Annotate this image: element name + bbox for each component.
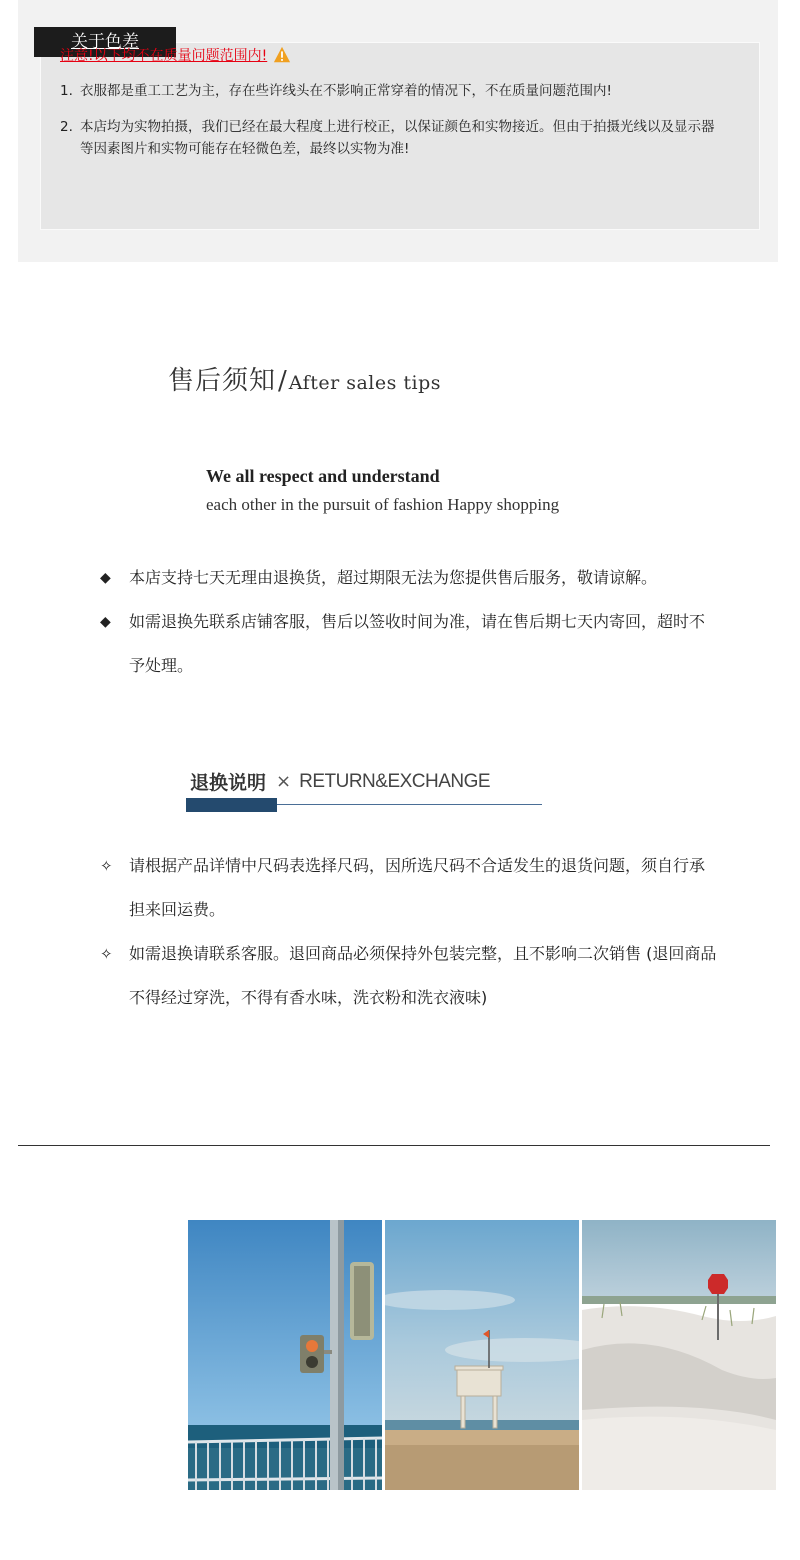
divider xyxy=(18,1145,770,1146)
title-en: RETURN&EXCHANGE xyxy=(299,770,491,792)
tagline-regular: each other in the pursuit of fashion Happy shopping xyxy=(206,495,560,514)
traffic-light-photo xyxy=(188,1220,382,1490)
section-tag: 关于色差 xyxy=(34,27,176,57)
bullet-text: 本店支持七天无理由退换货，超过期限无法为您提供售后服务，敬请谅解。 xyxy=(129,568,658,587)
item-number: 2. xyxy=(60,119,73,135)
policy-bullet xyxy=(100,556,720,600)
return-item xyxy=(100,844,720,932)
star-icon: ✧ xyxy=(100,857,113,875)
warning-text: 注意!以下均不在质量问题范围内! xyxy=(60,48,268,64)
after-sales-title xyxy=(168,360,441,397)
stop-sign-beach-photo xyxy=(582,1220,776,1490)
diamond-icon: ◆ xyxy=(100,614,111,630)
notice-item xyxy=(60,116,720,160)
title-separator: × xyxy=(276,771,292,792)
return-item xyxy=(100,932,720,1020)
notice-item xyxy=(60,80,720,102)
policy-bullet xyxy=(100,600,720,688)
item-text: 请根据产品详情中尺码表选择尺码，因所选尺码不合适发生的退货问题，须自行承担来回运费。 xyxy=(129,856,706,919)
item-number: 1. xyxy=(60,83,73,99)
title-cn: 售后须知 xyxy=(168,366,277,396)
star-icon: ✧ xyxy=(100,945,113,963)
color-difference-section xyxy=(18,0,778,262)
bullet-text: 如需退换先联系店铺客服，售后以签收时间为准，请在售后期七天内寄回，超时不予处理。 xyxy=(129,612,706,675)
heading-accent-bar xyxy=(186,798,277,812)
item-text: 本店均为实物拍摄，我们已经在最大程度上进行校正，以保证颜色和实物接近。但由于拍摄光线以及显示器等因素图片和实物可能存在轻微色差，最终以实物为准! xyxy=(80,119,715,157)
return-exchange-title xyxy=(190,768,490,795)
warning-icon xyxy=(273,46,291,64)
title-cn: 退换说明 xyxy=(190,772,267,794)
title-slash: / xyxy=(278,366,287,396)
warning-line xyxy=(60,45,291,65)
title-en: After sales tips xyxy=(288,372,442,394)
tagline-bold: We all respect and understand xyxy=(206,466,440,486)
item-text: 如需退换请联系客服。退回商品必须保持外包装完整，且不影响二次销售 (退回商品不得经过穿洗，不得有香水味，洗衣粉和洗衣液味) xyxy=(129,944,717,1007)
diamond-icon: ◆ xyxy=(100,570,111,586)
lifeguard-tower-photo xyxy=(385,1220,579,1490)
item-text: 衣服都是重工工艺为主，存在些许线头在不影响正常穿着的情况下，不在质量问题范围内! xyxy=(80,83,612,99)
